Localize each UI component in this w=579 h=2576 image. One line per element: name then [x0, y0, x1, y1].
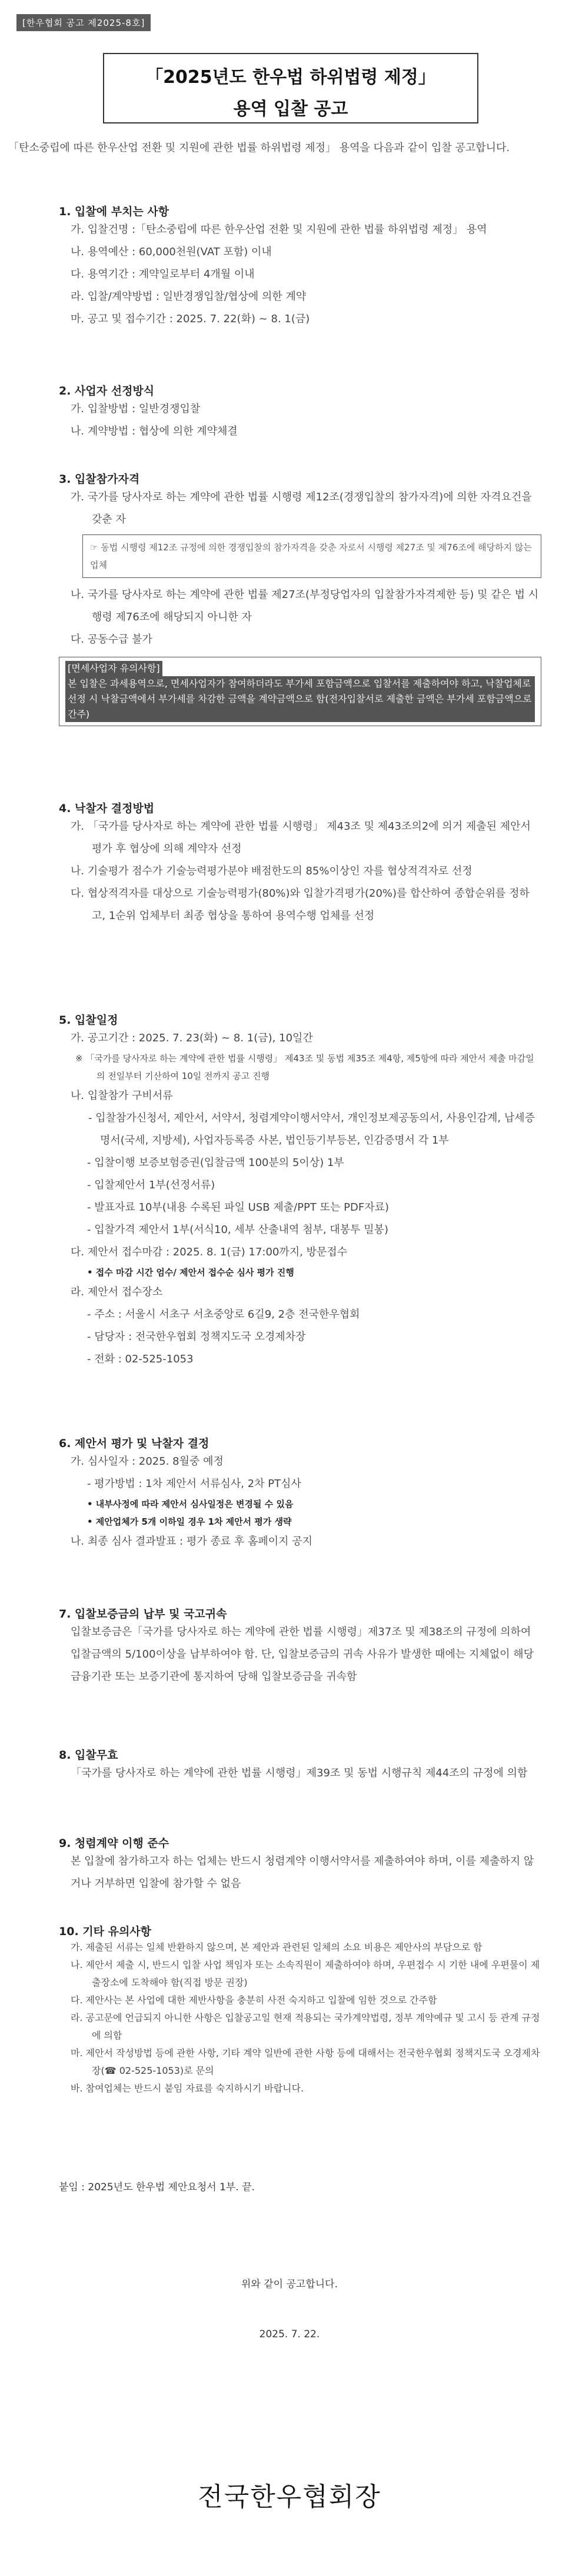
s6-note-1: • 내부사정에 따라 제안서 심사일정은 변경될 수 있음 [87, 1499, 294, 1509]
section-1 [59, 203, 541, 330]
section-3 [59, 470, 541, 732]
s7-body: 입찰보증금은「국가를 당사자로 하는 계약에 관한 법률 시행령」제37조 및 제38조의 규정에 의하여 입찰금액의 5/100이상을 납부하여야 함. 단, 입찰보증금의 귀속 사유가 발생한 때에는 지체없이 해당 금융기관 또는 보증기관에 통지하여 당해 입찰보증금을 귀속함 [71, 1626, 534, 1683]
s10-item-b: 나. 제안서 제출 시, 반드시 입찰 사업 책임자 또는 소속직원이 제출하여야 하며, 우편접수 시 기한 내에 우편물이 제출장소에 도착해야 함(직접 방문 권장) [71, 1959, 540, 1988]
s1-item-d: 라. 입찰/계약방법 : 일반경쟁입찰/협상에 의한 계약 [71, 290, 307, 303]
section-10 [59, 1923, 541, 2097]
s10-item-e: 마. 제안서 작성방법 등에 관한 사항, 기타 계약 일반에 관한 사항 등에 대해서는 전국한우협회 정책지도국 오경제차장(☎ 02-525-1053)로 문의 [71, 2047, 540, 2076]
s10-item-f: 바. 참여업체는 반드시 붙임 자료를 숙지하시기 바랍니다. [71, 2083, 304, 2094]
s1-item-c: 다. 용역기간 : 계약일로부터 4개월 이내 [71, 268, 255, 280]
section-3-title: 3. 입찰참가자격 [59, 473, 140, 486]
s1-item-e: 마. 공고 및 접수기간 : 2025. 7. 22(화) ~ 8. 1(금) [71, 313, 310, 325]
section-9 [59, 1835, 541, 1895]
s10-item-a: 가. 제출된 서류는 일체 반환하지 않으며, 본 제안과 관련된 일체의 소요 비용은 제안사의 부담으로 함 [71, 1942, 482, 1953]
organization-signature: 전국한우협회장 [198, 2482, 381, 2512]
s4-item-c: 다. 협상적격자를 대상으로 기술능력평가(80%)와 입찰가격평가(20%)를 합산하여 종합순위를 정하고, 1순위 업체부터 최종 협상을 통하여 용역수행 업체를 선정 [71, 887, 530, 922]
s5-docs-3: - 입찰제안서 1부(선정서류) [87, 1179, 215, 1191]
section-4-title: 4. 낙찰자 결정방법 [59, 802, 155, 815]
page-title-line2: 용역 입찰 공고 [233, 99, 348, 119]
section-4 [59, 800, 541, 927]
section-10-title: 10. 기타 유의사항 [59, 1925, 152, 1938]
s2-item-b: 나. 계약방법 : 협상에 의한 계약체결 [71, 425, 238, 437]
s5-item-c-note: • 접수 마감 시간 엄수/ 제안서 접수순 심사 평가 진행 [87, 1267, 294, 1278]
s5-contact-person: - 담당자 : 전국한우협회 정책지도국 오경제차장 [87, 1331, 306, 1343]
title-box [103, 53, 478, 123]
attachment-note: 붙임 : 2025년도 한우법 제안요청서 1부. 끝. [59, 2181, 255, 2193]
section-8-title: 8. 입찰무효 [59, 1749, 118, 1762]
tax-exempt-notice-body: 본 입찰은 과세용역으로, 면세사업자가 참여하더라도 부가세 포함금액으로 입찰서를 제출하여야 하고, 낙찰업체로 선정 시 낙찰금액에서 부가세를 차감한 금액을 계약금액으로 함(전자입찰서로 제출한 금액은 부가세 포함금액으로 간주) [65, 676, 535, 722]
s2-item-a: 가. 입찰방법 : 일반경쟁입찰 [71, 403, 201, 415]
s6-note-2: • 제안업체가 5개 이하일 경우 1차 제안서 평가 생략 [87, 1516, 292, 1527]
s3-item-a: 가. 국가를 당사자로 하는 계약에 관한 법률 시행령 제12조(경쟁입찰의 참가자격)에 의한 자격요건을 갖춘 자 [71, 491, 532, 526]
s6-item-a: 가. 심사일자 : 2025. 8월중 예정 [71, 1455, 224, 1468]
section-5-title: 5. 입찰일정 [59, 1014, 118, 1027]
section-2-title: 2. 사업자 선정방식 [59, 385, 155, 397]
s3-note-box: ☞ 동법 시행령 제12조 규정에 의한 경쟁입찰의 참가자격을 갖춘 자로서 시행령 제27조 및 제76조에 해당하지 않는 업체 [82, 534, 541, 578]
s3-item-c: 다. 공동수급 불가 [71, 633, 152, 646]
section-7-title: 7. 입찰보증금의 납부 및 국고귀속 [59, 1608, 227, 1621]
s5-item-a: 가. 공고기간 : 2025. 7. 23(화) ~ 8. 1(금), 10일간 [71, 1032, 313, 1044]
tax-exempt-notice-box [59, 657, 541, 726]
s5-item-b: 나. 입찰참가 구비서류 [71, 1090, 173, 1102]
s1-item-b: 나. 용역예산 : 60,000천원(VAT 포함) 이내 [71, 246, 272, 258]
s4-item-a: 가. 「국가를 당사자로 하는 계약에 관한 법률 시행령」 제43조 및 제43조의2에 의거 제출된 제안서 평가 후 협상에 의해 계약자 선정 [71, 820, 531, 855]
s5-docs-2: - 입찰이행 보증보험증권(입찰금액 100분의 5이상) 1부 [87, 1157, 344, 1169]
s6-item-b: 나. 최종 심사 결과발표 : 평가 종료 후 홈페이지 공지 [71, 1535, 313, 1548]
s5-phone: - 전화 : 02-525-1053 [87, 1353, 194, 1365]
s6-eval-method: - 평가방법 : 1차 제안서 서류심사, 2차 PT심사 [87, 1478, 301, 1490]
s5-item-c: 다. 제안서 접수마감 : 2025. 8. 1(금) 17:00까지, 방문접수 [71, 1246, 348, 1258]
section-9-title: 9. 청렴계약 이행 준수 [59, 1837, 169, 1850]
section-6 [59, 1435, 541, 1553]
s4-item-b: 나. 기술평가 점수가 기술능력평가분야 배점한도의 85%이상인 자를 협상적격자로 선정 [71, 865, 472, 877]
closing-statement: 위와 같이 공고합니다. [241, 2278, 338, 2290]
s5-item-a-note: ※ 「국가를 당사자로 하는 계약에 관한 법률 시행령」 제43조 및 동법 제35조 제4항, 제5항에 따라 제안서 제출 마감일의 전일부터 기산하여 10일 전까지 공고 진행 [75, 1053, 534, 1081]
s5-item-d: 라. 제안서 접수장소 [71, 1286, 163, 1298]
s5-docs-1: - 입찰참가신청서, 제안서, 서약서, 청렴계약이행서약서, 개인정보제공동의서, 사용인감계, 납세증명서(국세, 지방세), 사업자등록증 사본, 법인등기부등본, 인감증명서 각 1부 [88, 1112, 535, 1147]
intro-paragraph: 「탄소중립에 따른 한우산업 전환 및 지원에 관한 법률 하위법령 제정」 용역을 다음과 같이 입찰 공고합니다. [8, 142, 510, 154]
page-title-line1: 「2025년도 한우법 하위법령 제정」 [145, 67, 436, 88]
s5-docs-5: - 입찰가격 제안서 1부(서식10, 세부 산출내역 첨부, 대봉투 밀봉) [87, 1224, 389, 1236]
section-1-title: 1. 입찰에 부치는 사항 [59, 205, 169, 218]
s3-item-b: 나. 국가를 당사자로 하는 계약에 관한 법률 제27조(부정당업자의 입찰참가자격제한 등) 및 같은 법 시행령 제76조에 해당되지 아니한 자 [71, 589, 539, 623]
s1-item-a: 가. 입찰건명 :「탄소중립에 따른 한우산업 전환 및 지원에 관한 법률 하위법령 제정」 용역 [71, 223, 487, 236]
s5-docs-4: - 발표자료 10부(내용 수록된 파일 USB 제출/PPT 또는 PDF자료) [87, 1201, 389, 1214]
s10-item-c: 다. 제안사는 본 사업에 대한 제반사항을 충분히 사전 숙지하고 입찰에 임한 것으로 간주함 [71, 1994, 437, 2006]
section-2 [59, 382, 541, 443]
s5-address: - 주소 : 서울시 서초구 서초중앙로 6길9, 2층 전국한우협회 [87, 1308, 360, 1321]
section-8 [59, 1746, 541, 1785]
section-6-title: 6. 제안서 평가 및 낙찰자 결정 [59, 1437, 209, 1450]
notice-number-badge: [한우협회 공고 제2025-8호] [16, 14, 151, 31]
tax-exempt-notice-title: [면세사업자 유의사항] [65, 661, 162, 676]
s9-body: 본 입찰에 참가하고자 하는 업체는 반드시 청렴계약 이행서약서를 제출하여야 하며, 이를 제출하지 않거나 거부하면 입찰에 참가할 수 없음 [71, 1855, 534, 1890]
section-7 [59, 1605, 541, 1688]
notice-date: 2025. 7. 22. [259, 2328, 320, 2340]
section-5 [59, 1011, 541, 1371]
s8-body: 「국가를 당사자로 하는 계약에 관한 법률 시행령」제39조 및 동법 시행규칙 제44조의 규정에 의함 [71, 1767, 528, 1779]
s10-item-d: 라. 공고문에 언급되지 아니한 사항은 입찰공고일 현재 적용되는 국가계약법령, 정부 계약예규 및 고시 등 관계 규정에 의함 [71, 2012, 540, 2041]
